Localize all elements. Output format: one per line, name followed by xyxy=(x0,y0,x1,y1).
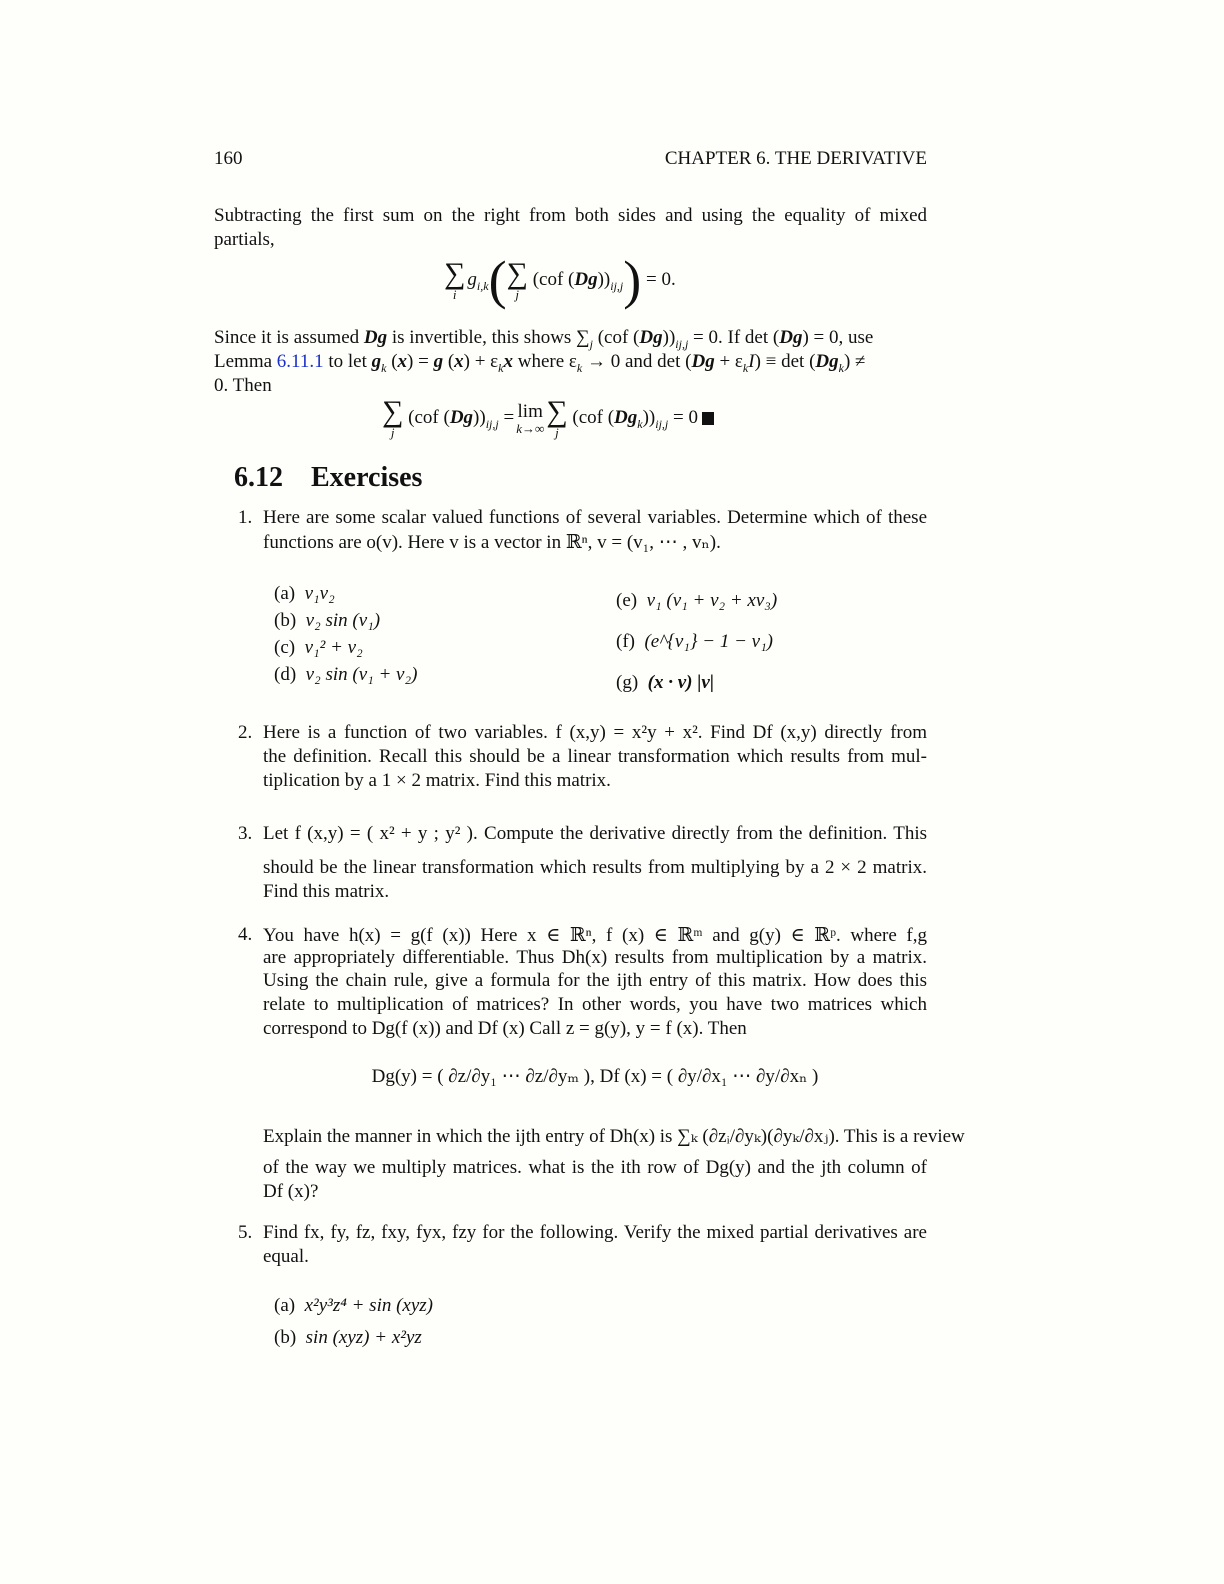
exercise-text-line: Df (x)? xyxy=(263,1181,319,1202)
section-number: 6.12 xyxy=(234,462,283,493)
exercise-text-line: Using the chain rule, give a formula for the ijth entry of this matrix. How does this xyxy=(263,970,927,991)
exercise-text-line: should be the linear transformation which results from multiplying by a 2 × 2 matrix. xyxy=(263,857,927,878)
exercise-number: 4. xyxy=(238,924,253,945)
exercise-1-items-left xyxy=(274,580,417,688)
list-item: (a) x²y³z⁴ + sin (xyz) xyxy=(274,1295,434,1316)
exercise-text-line: functions are o(v). Here v is a vector in ℝⁿ, v = (v₁, ⋯ , vₙ). xyxy=(263,532,721,553)
exercise-text-line: Here are some scalar valued functions of several variables. Determine which of these xyxy=(263,507,927,528)
exercise-1-items-right xyxy=(616,580,777,703)
equation-limit: ∑ j (cof $(Dg))_{ij,j}$ = lim k→∞ ∑ j (cof $(Dg_k))_{ij,j} = 0$ xyxy=(382,393,714,443)
list-item: (b) sin (xyz) + x²yz xyxy=(274,1327,422,1348)
exercise-text-line: Explain the manner in which the ijth entry of Dh(x) is ∑ₖ (∂zᵢ/∂yₖ)(∂yₖ/∂xⱼ). This is a review xyxy=(263,1126,965,1147)
lemma-link[interactable]: 6.11.1 xyxy=(276,351,324,372)
section-title: Exercises xyxy=(311,462,423,493)
exercise-number: 2. xyxy=(238,722,253,743)
exercise-text-line: of the way we multiply matrices. what is the ith row of Dg(y) and the jth column of xyxy=(263,1157,927,1178)
equation-jacobians: Dg(y) = ( ∂z/∂y₁ ⋯ ∂z/∂yₘ ), Df (x) = ( ∂y/∂x₁ ⋯ ∂y/∂xₙ ) xyxy=(371,1066,819,1087)
sum-symbol: ∑ i xyxy=(444,257,466,302)
exercise-text-line: Here is a function of two variables. f (x,y) = x²y + x². Find Df (x,y) directly from xyxy=(263,722,927,743)
exercise-number: 3. xyxy=(238,823,253,844)
qed-square-icon xyxy=(702,412,714,425)
list-item: (e) v₁ (v₁ + v₂ + xv₃) xyxy=(616,590,778,611)
list-item: (d) v₂ sin (v₁ + v₂) xyxy=(274,664,418,685)
exercise-text-line: the definition. Recall this should be a linear transformation which results from mul- xyxy=(263,746,927,767)
running-header: CHAPTER 6. THE DERIVATIVE xyxy=(664,148,927,169)
intro-line-4: Lemma 6.11.1 to let $g_k$ (x) = g $(x) + \varepsilon_kx$ where $\varepsilon_k \to 0$ and $\det (Dg + \varepsilon_kI) \equiv \det (Dg_k)$ ≠ xyxy=(214,351,866,375)
list-item: (g) (x · v) |v| xyxy=(616,672,715,693)
intro-line-2: partials, xyxy=(214,229,275,250)
exercise-text-line: equal. xyxy=(263,1246,309,1267)
intro-line-5: 0. Then xyxy=(214,375,272,396)
section-heading xyxy=(234,462,422,494)
sum-symbol: ∑ j xyxy=(506,257,528,302)
exercise-text-line: are appropriately differentiable. Thus Dh(x) results from multiplication by a matrix. xyxy=(263,947,927,968)
list-item: (a) v₁v₂ xyxy=(274,583,335,604)
exercise-text-line: tiplication by a 1 × 2 matrix. Find this matrix. xyxy=(263,770,611,791)
exercise-text-line: Find this matrix. xyxy=(263,881,390,902)
list-item: (c) v₁² + v₂ xyxy=(274,637,363,658)
equation-cofactor-sum: ∑ i $g_{i,k}$ ( ∑ j (cof $(Dg))_{ij,j}$ ) = 0. xyxy=(444,250,676,310)
intro-line-3: Since it is assumed Dg is invertible, this shows $\sum_j$ (cof $(Dg))_{ij,j} = 0$. If det (Dg) = 0, use xyxy=(214,327,874,351)
list-item: (f) (e^{v₁} − 1 − v₁) xyxy=(616,631,774,652)
page-number: 160 xyxy=(214,148,243,169)
intro-line-1: Subtracting the first sum on the right from both sides and using the equality of mixed xyxy=(214,205,927,226)
exercise-number: 5. xyxy=(238,1222,253,1243)
exercise-number: 1. xyxy=(238,507,253,528)
exercise-text-line: relate to multiplication of matrices? In other words, you have two matrices which xyxy=(263,994,927,1015)
exercise-text-line: correspond to Dg(f (x)) and Df (x) Call z = g(y), y = f (x). Then xyxy=(263,1018,747,1039)
exercise-5-items xyxy=(274,1290,433,1354)
exercise-text-line: Let f (x,y) = ( x² + y ; y² ). Compute the derivative directly from the definition. This xyxy=(263,823,927,844)
list-item: (b) v₂ sin (v₁) xyxy=(274,610,381,631)
exercise-text-line: Find fx, fy, fz, fxy, fyx, fzy for the following. Verify the mixed partial derivatives are xyxy=(263,1222,927,1243)
exercise-text-line: You have h(x) = g(f (x)) Here x ∈ ℝⁿ, f (x) ∈ ℝᵐ and g(y) ∈ ℝᵖ. where f,g xyxy=(263,925,927,946)
